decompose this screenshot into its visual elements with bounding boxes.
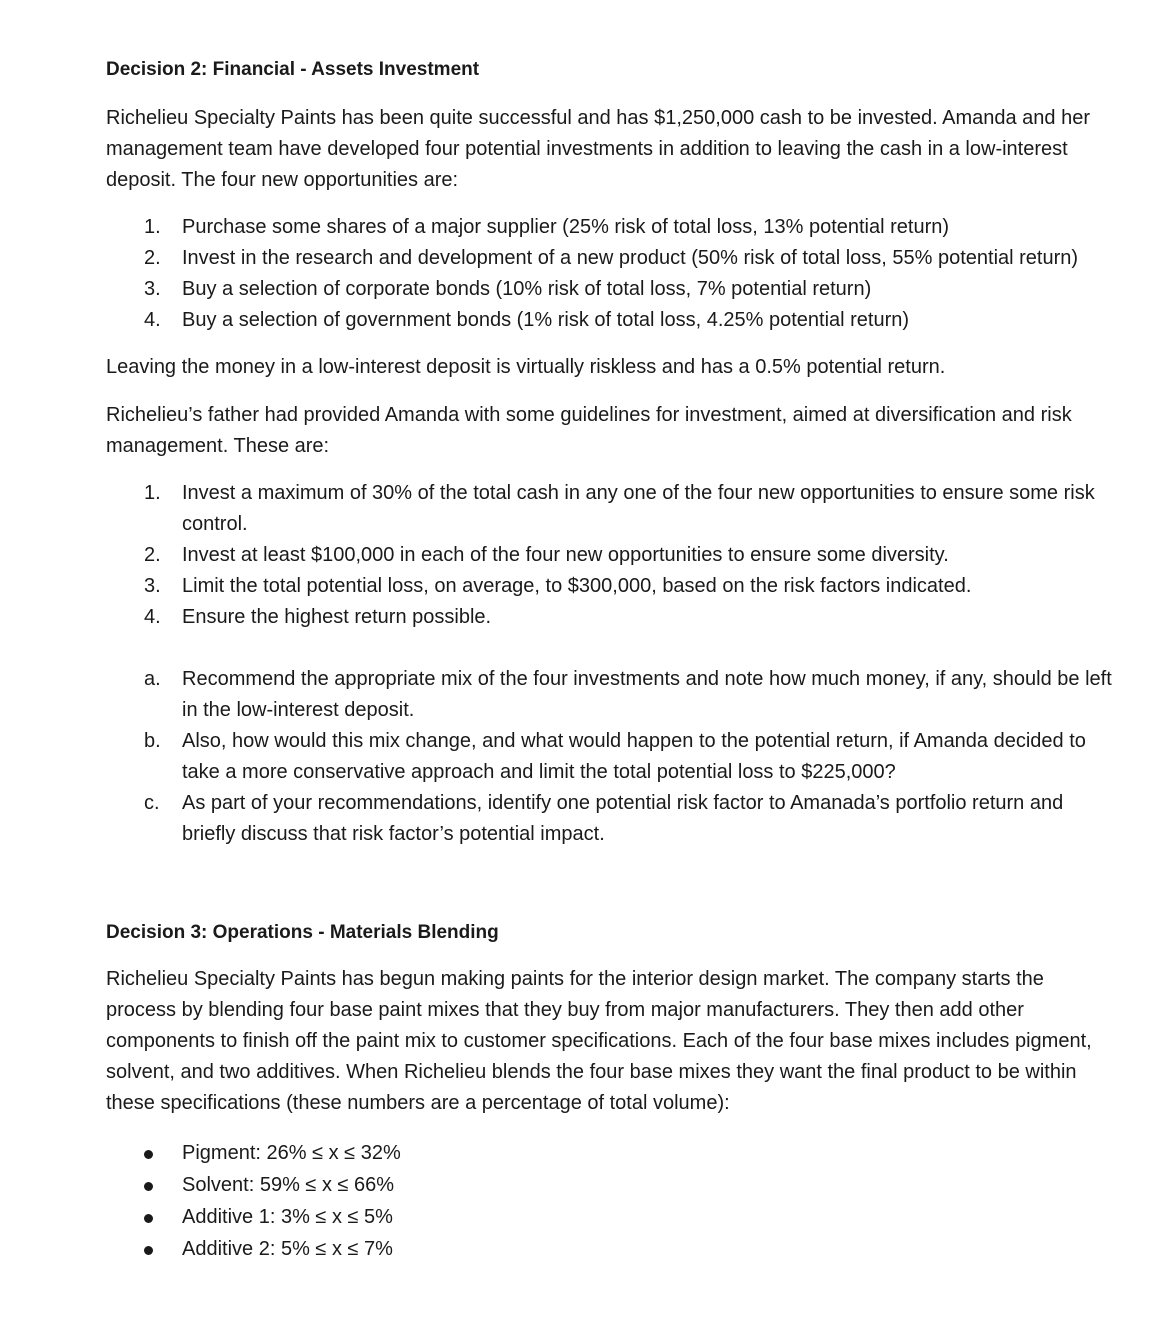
list-item — [106, 1169, 1116, 1201]
guidelines-intro: Richelieu’s father had provided Amanda with some guidelines for investment, aimed at diversification and risk management. These are: — [106, 404, 1072, 457]
decision2-heading: Decision 2: Financial - Assets Investment — [106, 59, 480, 80]
list-marker: 1. — [144, 216, 161, 238]
list-item-text: Buy a selection of corporate bonds (10% risk of total loss, 7% potential return) — [182, 278, 872, 300]
list-item-text: Additive 1: 3% ≤ x ≤ 5% — [182, 1206, 393, 1228]
deposit-note: Leaving the money in a low-interest deposit is virtually riskless and has a 0.5% potential return. — [106, 356, 946, 378]
list-item — [106, 243, 1116, 274]
list-item — [106, 305, 1116, 336]
list-item-text: Recommend the appropriate mix of the four investments and note how much money, if any, should be left in the low-interest deposit. — [182, 668, 1112, 721]
list-item — [106, 571, 1116, 602]
list-marker: 4. — [144, 606, 161, 628]
list-marker: c. — [144, 792, 160, 814]
list-item-text: Additive 2: 5% ≤ x ≤ 7% — [182, 1238, 393, 1260]
opportunities-list — [106, 212, 1116, 336]
list-item-text: Also, how would this mix change, and what would happen to the potential return, if Amanda decided to take a more conservative approach and limit the total potential loss to $225,000? — [182, 730, 1086, 783]
list-item-text: Ensure the highest return possible. — [182, 606, 492, 628]
list-item — [106, 726, 1116, 788]
list-item-text: Limit the total potential loss, on average, to $300,000, based on the risk factors indicated. — [182, 575, 972, 597]
list-marker: 4. — [144, 309, 161, 331]
list-marker: b. — [144, 730, 161, 752]
list-item-text: Pigment: 26% ≤ x ≤ 32% — [182, 1142, 401, 1164]
bullet-icon — [144, 1246, 153, 1255]
list-marker: 3. — [144, 575, 161, 597]
list-item — [106, 212, 1116, 243]
decision3-heading: Decision 3: Operations - Materials Blending — [106, 922, 499, 943]
list-item — [106, 1201, 1116, 1233]
list-item-text: Solvent: 59% ≤ x ≤ 66% — [182, 1174, 395, 1196]
list-marker: 2. — [144, 544, 161, 566]
guidelines-list — [106, 478, 1116, 633]
list-marker: 2. — [144, 247, 161, 269]
bullet-icon — [144, 1150, 153, 1159]
list-item-text: Invest at least $100,000 in each of the four new opportunities to ensure some diversity. — [182, 544, 949, 566]
list-item — [106, 1233, 1116, 1265]
specs-list — [106, 1137, 1116, 1265]
document-page — [106, 56, 1116, 1265]
list-marker: a. — [144, 668, 161, 690]
list-item — [106, 1137, 1116, 1169]
list-item-text: Buy a selection of government bonds (1% risk of total loss, 4.25% potential return) — [182, 309, 910, 331]
decision2-intro: Richelieu Specialty Paints has been quite successful and has $1,250,000 cash to be invested. Amanda and her management team have developed four potential investments in addition to leaving the cash in a low-interest deposit. The four new opportunities are: — [106, 107, 1090, 191]
list-marker: 3. — [144, 278, 161, 300]
list-item-text: Invest a maximum of 30% of the total cash in any one of the four new opportunities to ensure some risk control. — [182, 482, 1095, 535]
list-item-text: Purchase some shares of a major supplier (25% risk of total loss, 13% potential return) — [182, 216, 950, 238]
list-item — [106, 788, 1116, 850]
decision3-intro: Richelieu Specialty Paints has begun making paints for the interior design market. The company starts the process by blending four base paint mixes that they buy from major manufacturers. They then add other components to finish off the paint mix to customer specifications. Each of the four base mixes includes pigment, solvent, and two additives. When Richelieu blends the four base mixes they want the final product to be within these specifications (these numbers are a percentage of total volume): — [106, 968, 1092, 1114]
list-item — [106, 664, 1116, 726]
bullet-icon — [144, 1182, 153, 1191]
list-item — [106, 602, 1116, 633]
bullet-icon — [144, 1214, 153, 1223]
list-item — [106, 478, 1116, 540]
list-item — [106, 540, 1116, 571]
list-item-text: As part of your recommendations, identify one potential risk factor to Amanada’s portfolio return and briefly discuss that risk factor’s potential impact. — [182, 792, 1064, 845]
list-marker: 1. — [144, 482, 161, 504]
list-item — [106, 274, 1116, 305]
questions-list — [106, 664, 1116, 850]
list-item-text: Invest in the research and development of a new product (50% risk of total loss, 55% potential return) — [182, 247, 1079, 269]
